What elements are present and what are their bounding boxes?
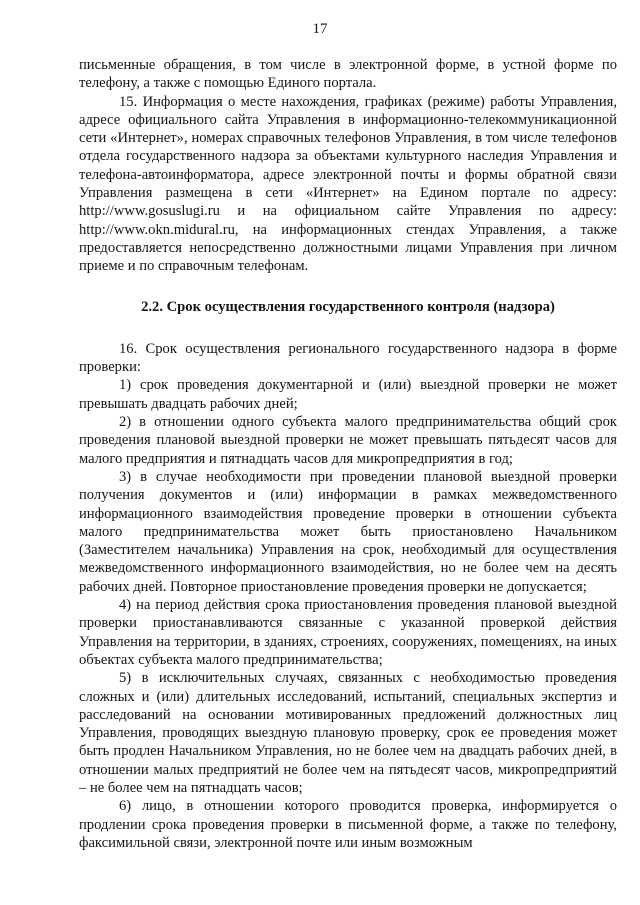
paragraph-15: 15. Информация о месте нахождения, графиках (режиме) работы Управления, адресе официального сайта Управления в информационно-телекоммуникационной сети «Интернет», номерах справочных телефонов Управления, в том числе телефонов отдела государственного надзора за объектами культурного наследия Управления и телефона-автоинформатора, адресе электронной почты и формы обратной связи Управления размещена в сети «Интернет» на Едином портале по адресу: http://www.gosuslugi.ru и на официальном сайте Управления по адресу: http://www.okn.midural.ru, на информационных стендах Управления, а также предоставляется непосредственно должностными лицами Управления при личном приеме и по справочным телефонам. (79, 93, 617, 275)
list-item-6: 6) лицо, в отношении которого проводится проверка, информируется о продлении срока проведения проверки в письменной форме, а также по телефону, факсимильной связи, электронной почте или иным возможным (79, 798, 617, 851)
list-item-1: 1) срок проведения документарной и (или) выездной проверки не может превышать двадцать рабочих дней; (79, 377, 617, 412)
paragraph-continuation: письменные обращения, в том числе в электронной форме, в устной форме по телефону, а также с помощью Единого портала. (79, 57, 617, 92)
document-body (79, 56, 617, 852)
list-item-4: 4) на период действия срока приостановления проведения плановой выездной проверки приостанавливаются связанные с указанной проверкой действия Управления на территории, в зданиях, строениях, сооружениях, помещениях, на иных объектах субъекта малого предпринимательства; (79, 597, 617, 668)
list-item-3: 3) в случае необходимости при проведении плановой выездной проверки получения документов и (или) информации в рамках межведомственного информационного взаимодействия проведение проверки в отношении субъекта малого предпринимательства может быть приостановлено Начальником (Заместителем начальника) Управления на срок, необходимый для осуществления межведомственного информационного взаимодействия, но не более чем на десять рабочих дней. Повторное приостановление проведения проверки не допускается; (79, 468, 617, 595)
list-item-2: 2) в отношении одного субъекта малого предпринимательства общий срок проведения плановой выездной проверки не может превышать пятьдесят часов для малого предприятия и пятнадцать часов для микропредприятия в год; (79, 414, 617, 467)
paragraph-16: 16. Срок осуществления регионального государственного надзора в форме проверки: (79, 340, 617, 376)
section-heading: 2.2. Срок осуществления государственного контроля (надзора) (141, 298, 555, 315)
page-number: 17 (312, 21, 328, 37)
list-item-5: 5) в исключительных случаях, связанных с необходимостью проведения сложных и (или) длительных исследований, испытаний, специальных экспертиз и расследований на основании мотивированных предложений должностных лиц Управления, проводящих выездную плановую проверку, срок ее проведения может быть продлен Начальником Управления, но не более чем на двадцать рабочих дней, в отношении малых предприятий не более чем на пятьдесят часов, микропредприятий – не более чем на пятнадцать часов; (79, 670, 617, 796)
